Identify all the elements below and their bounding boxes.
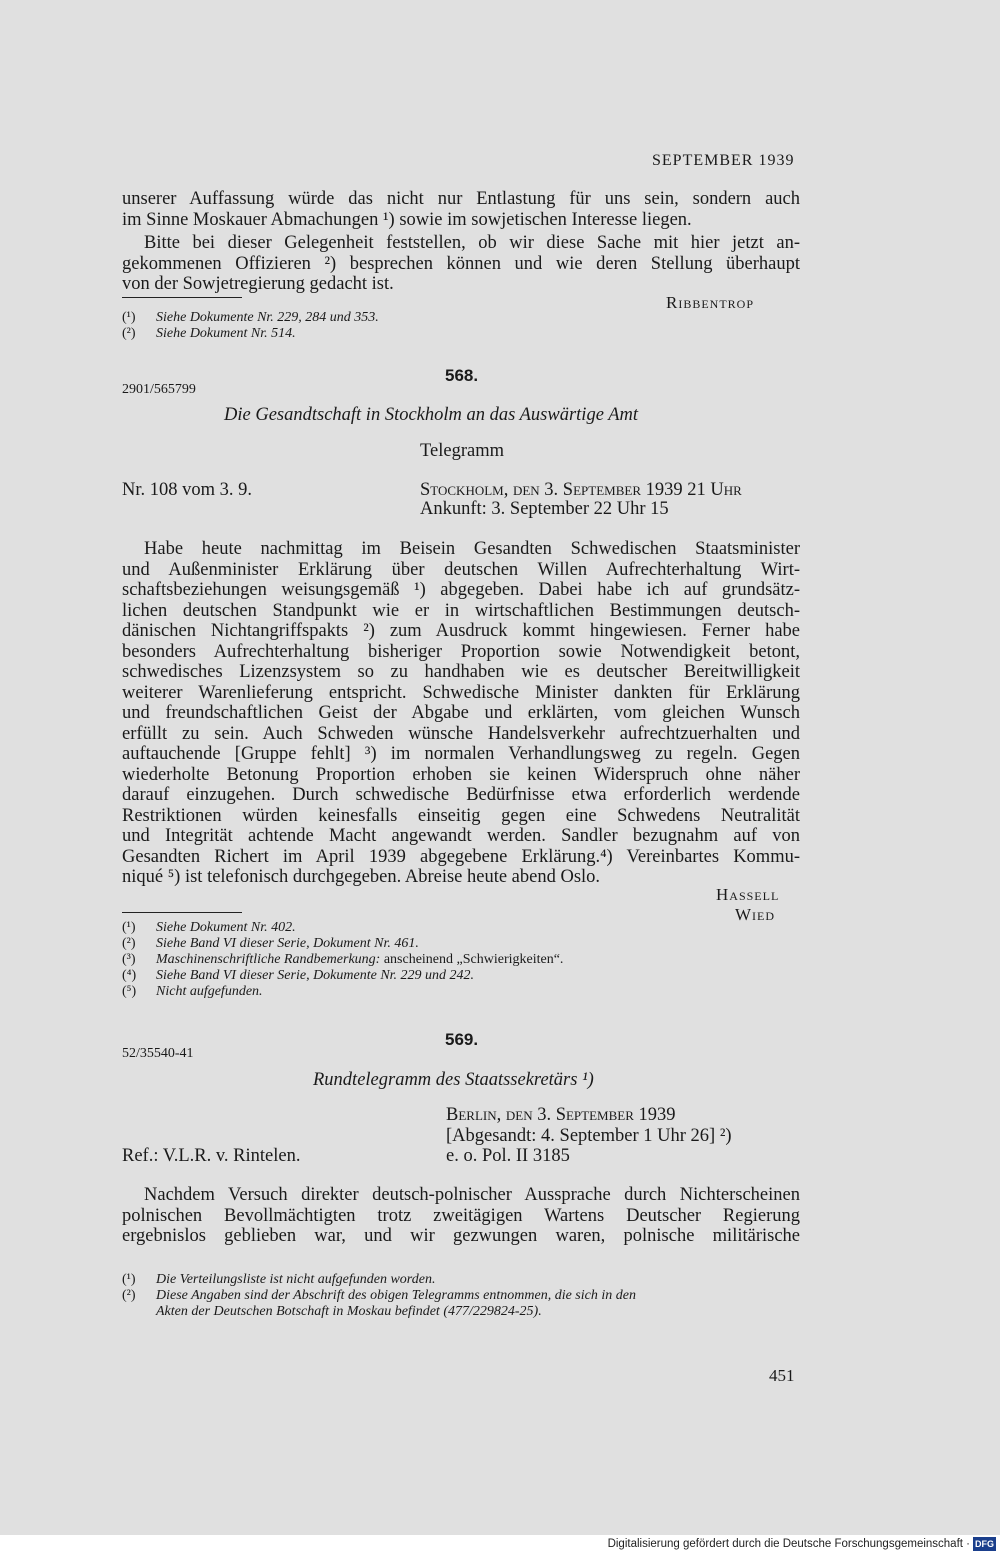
footnote-divider xyxy=(122,912,242,913)
text-line: und Außenminister Erklärung über deutschen Willen Aufrechterhaltung Wirt- xyxy=(122,559,800,580)
text-line: Restriktionen würden keinesfalls einseitig gegen eine Schwedens Neutralität xyxy=(122,805,800,826)
footnote: (⁵) Nicht aufgefunden. xyxy=(122,984,263,999)
text-line: wiederholte Betonung Proportion erhoben sie keinen Widerspruch ohne näher xyxy=(122,764,800,785)
text-line: Gesandten Richert im April 1939 abgegebene Erklärung.⁴) Vereinbartes Kommu- xyxy=(122,846,800,867)
footnotes-block xyxy=(122,920,563,1000)
footnote: (⁴) Siehe Band VI dieser Serie, Dokumente Nr. 229 und 242. xyxy=(122,968,475,983)
text-line: Nachdem Versuch direkter deutsch-polnischer Aussprache durch Nichterscheinen xyxy=(144,1185,800,1205)
text-line: schaftsbeziehungen weisungsgemäß ¹) abgegeben. Dabei habe ich auf grundsätz- xyxy=(122,580,800,600)
footnote: (²) Siehe Band VI dieser Serie, Dokument Nr. 461. xyxy=(122,936,419,951)
document-heading: Rundtelegramm des Staatssekretärs ¹) xyxy=(313,1070,594,1090)
text-line: dänischen Nichtangriffspakts ²) zum Ausdruck kommt hingewiesen. Ferner habe xyxy=(122,621,800,641)
text-line: polnischen Bevollmächtigten trotz zweitägigen Wartens Deutscher Regierung xyxy=(122,1205,800,1226)
telegram-body xyxy=(122,1185,800,1247)
signature-wied: Wied xyxy=(735,905,776,924)
file-reference-line: e. o. Pol. II 3185 xyxy=(446,1146,570,1166)
footnote: (¹) Siehe Dokumente Nr. 229, 284 und 353. xyxy=(122,310,379,325)
footnotes-block xyxy=(122,1272,800,1320)
referent-line: Ref.: V.L.R. v. Rintelen. xyxy=(122,1146,301,1166)
text-line: besonders Aufrechterhaltung bisheriger Proportion sowie Notwendigkeit betont, xyxy=(122,641,800,662)
text-line: Habe heute nachmittag im Beisein Gesandten Schwedischen Staatsminister xyxy=(144,539,800,559)
text-line: erfüllt zu sein. Auch Schweden wünsche Handelsverkehr aufrechtzuerhalten und xyxy=(122,723,800,744)
footnotes-block xyxy=(122,310,379,342)
text-line: lichen deutschen Standpunkt wie er in wirtschaftlichen Bestimmungen deutsch- xyxy=(122,600,800,621)
signature-hassell: Hassell xyxy=(716,885,780,904)
text-line: niqué ⁵) ist telefonisch durchgegeben. Abreise heute abend Oslo. xyxy=(122,867,601,887)
text-line: unserer Auffassung würde das nicht nur Entlastung für uns sein, sondern auch xyxy=(122,189,800,209)
text-line: schwedisches Lizenzsystem so zu handhaben wie es deutscher Bereitwilligkeit xyxy=(122,662,800,682)
page-number: 451 xyxy=(769,1366,795,1385)
archive-reference: 52/35540-41 xyxy=(122,1046,194,1061)
text-line: von der Sowjetregierung gedacht ist. xyxy=(122,274,394,294)
text-line: im Sinne Moskauer Abmachungen ¹) sowie im sowjetischen Interesse liegen. xyxy=(122,209,692,230)
footnote: (²) Siehe Dokument Nr. 514. xyxy=(122,326,296,341)
place-date-line: Stockholm, den 3. September 1939 21 Uhr xyxy=(420,480,742,500)
sent-line: [Abgesandt: 4. September 1 Uhr 26] ²) xyxy=(446,1126,732,1146)
continuation-paragraph-2 xyxy=(122,233,800,295)
archive-reference: 2901/565799 xyxy=(122,382,196,397)
text-line: ergebnislos geblieben war, und wir gezwungen waren, polnische militärische xyxy=(122,1226,800,1246)
document-number: 569. xyxy=(445,1030,479,1049)
text-line: Bitte bei dieser Gelegenheit feststellen, ob wir diese Sache mit hier jetzt an- xyxy=(144,233,800,253)
text-line: und freundschaftlichen Geist der Abgabe und erklärten, vom gleichen Wunsch xyxy=(122,703,800,723)
text-line: gekommenen Offizieren ²) besprechen können und wie deren Stellung überhaupt xyxy=(122,253,800,274)
text-line: darauf einzugehen. Durch schwedische Bedürfnisse etwa erforderlich werdende xyxy=(122,785,800,805)
text-line: weiterer Warenlieferung entspricht. Schwedische Minister dankten für Erklärung xyxy=(122,682,800,703)
footnote: Akten der Deutschen Botschaft in Moskau befindet (477/229824-25). xyxy=(156,1304,542,1319)
footnote: (¹) Siehe Dokument Nr. 402. xyxy=(122,920,296,935)
footnote-divider xyxy=(122,297,242,298)
dfg-logo-icon: DFG xyxy=(975,1539,994,1549)
telegram-body xyxy=(122,539,800,888)
place-date-line: Berlin, den 3. September 1939 xyxy=(446,1105,676,1125)
document-number: 568. xyxy=(445,366,479,385)
document-heading: Die Gesandtschaft in Stockholm an das Auswärtige Amt xyxy=(224,405,639,425)
text-line: auftauchende [Gruppe fehlt] ³) im normalen Verhandlungsweg zu regeln. Gegen xyxy=(122,744,800,764)
footnote: (¹) Die Verteilungsliste ist nicht aufgefunden worden. xyxy=(122,1272,436,1287)
running-head: SEPTEMBER 1939 xyxy=(652,152,795,169)
arrival-line: Ankunft: 3. September 22 Uhr 15 xyxy=(420,499,669,519)
document-type: Telegramm xyxy=(420,441,504,461)
footnote: (²) Diese Angaben sind der Abschrift des obigen Telegramms entnommen, die sich in den xyxy=(122,1288,636,1303)
text-line: und Integrität achtende Macht angewandt werden. Sandler bezugnahm auf von xyxy=(122,826,800,846)
footnote: (³) Maschinenschriftliche Randbemerkung: anscheinend „Schwierigkeiten“. xyxy=(122,952,564,967)
signature-ribbentrop: Ribbentrop xyxy=(666,293,755,312)
funding-note: Digitalisierung gefördert durch die Deutsche Forschungsgemeinschaft · xyxy=(607,1538,970,1550)
telegram-number: Nr. 108 vom 3. 9. xyxy=(122,480,253,500)
continuation-paragraph-1 xyxy=(122,189,800,230)
